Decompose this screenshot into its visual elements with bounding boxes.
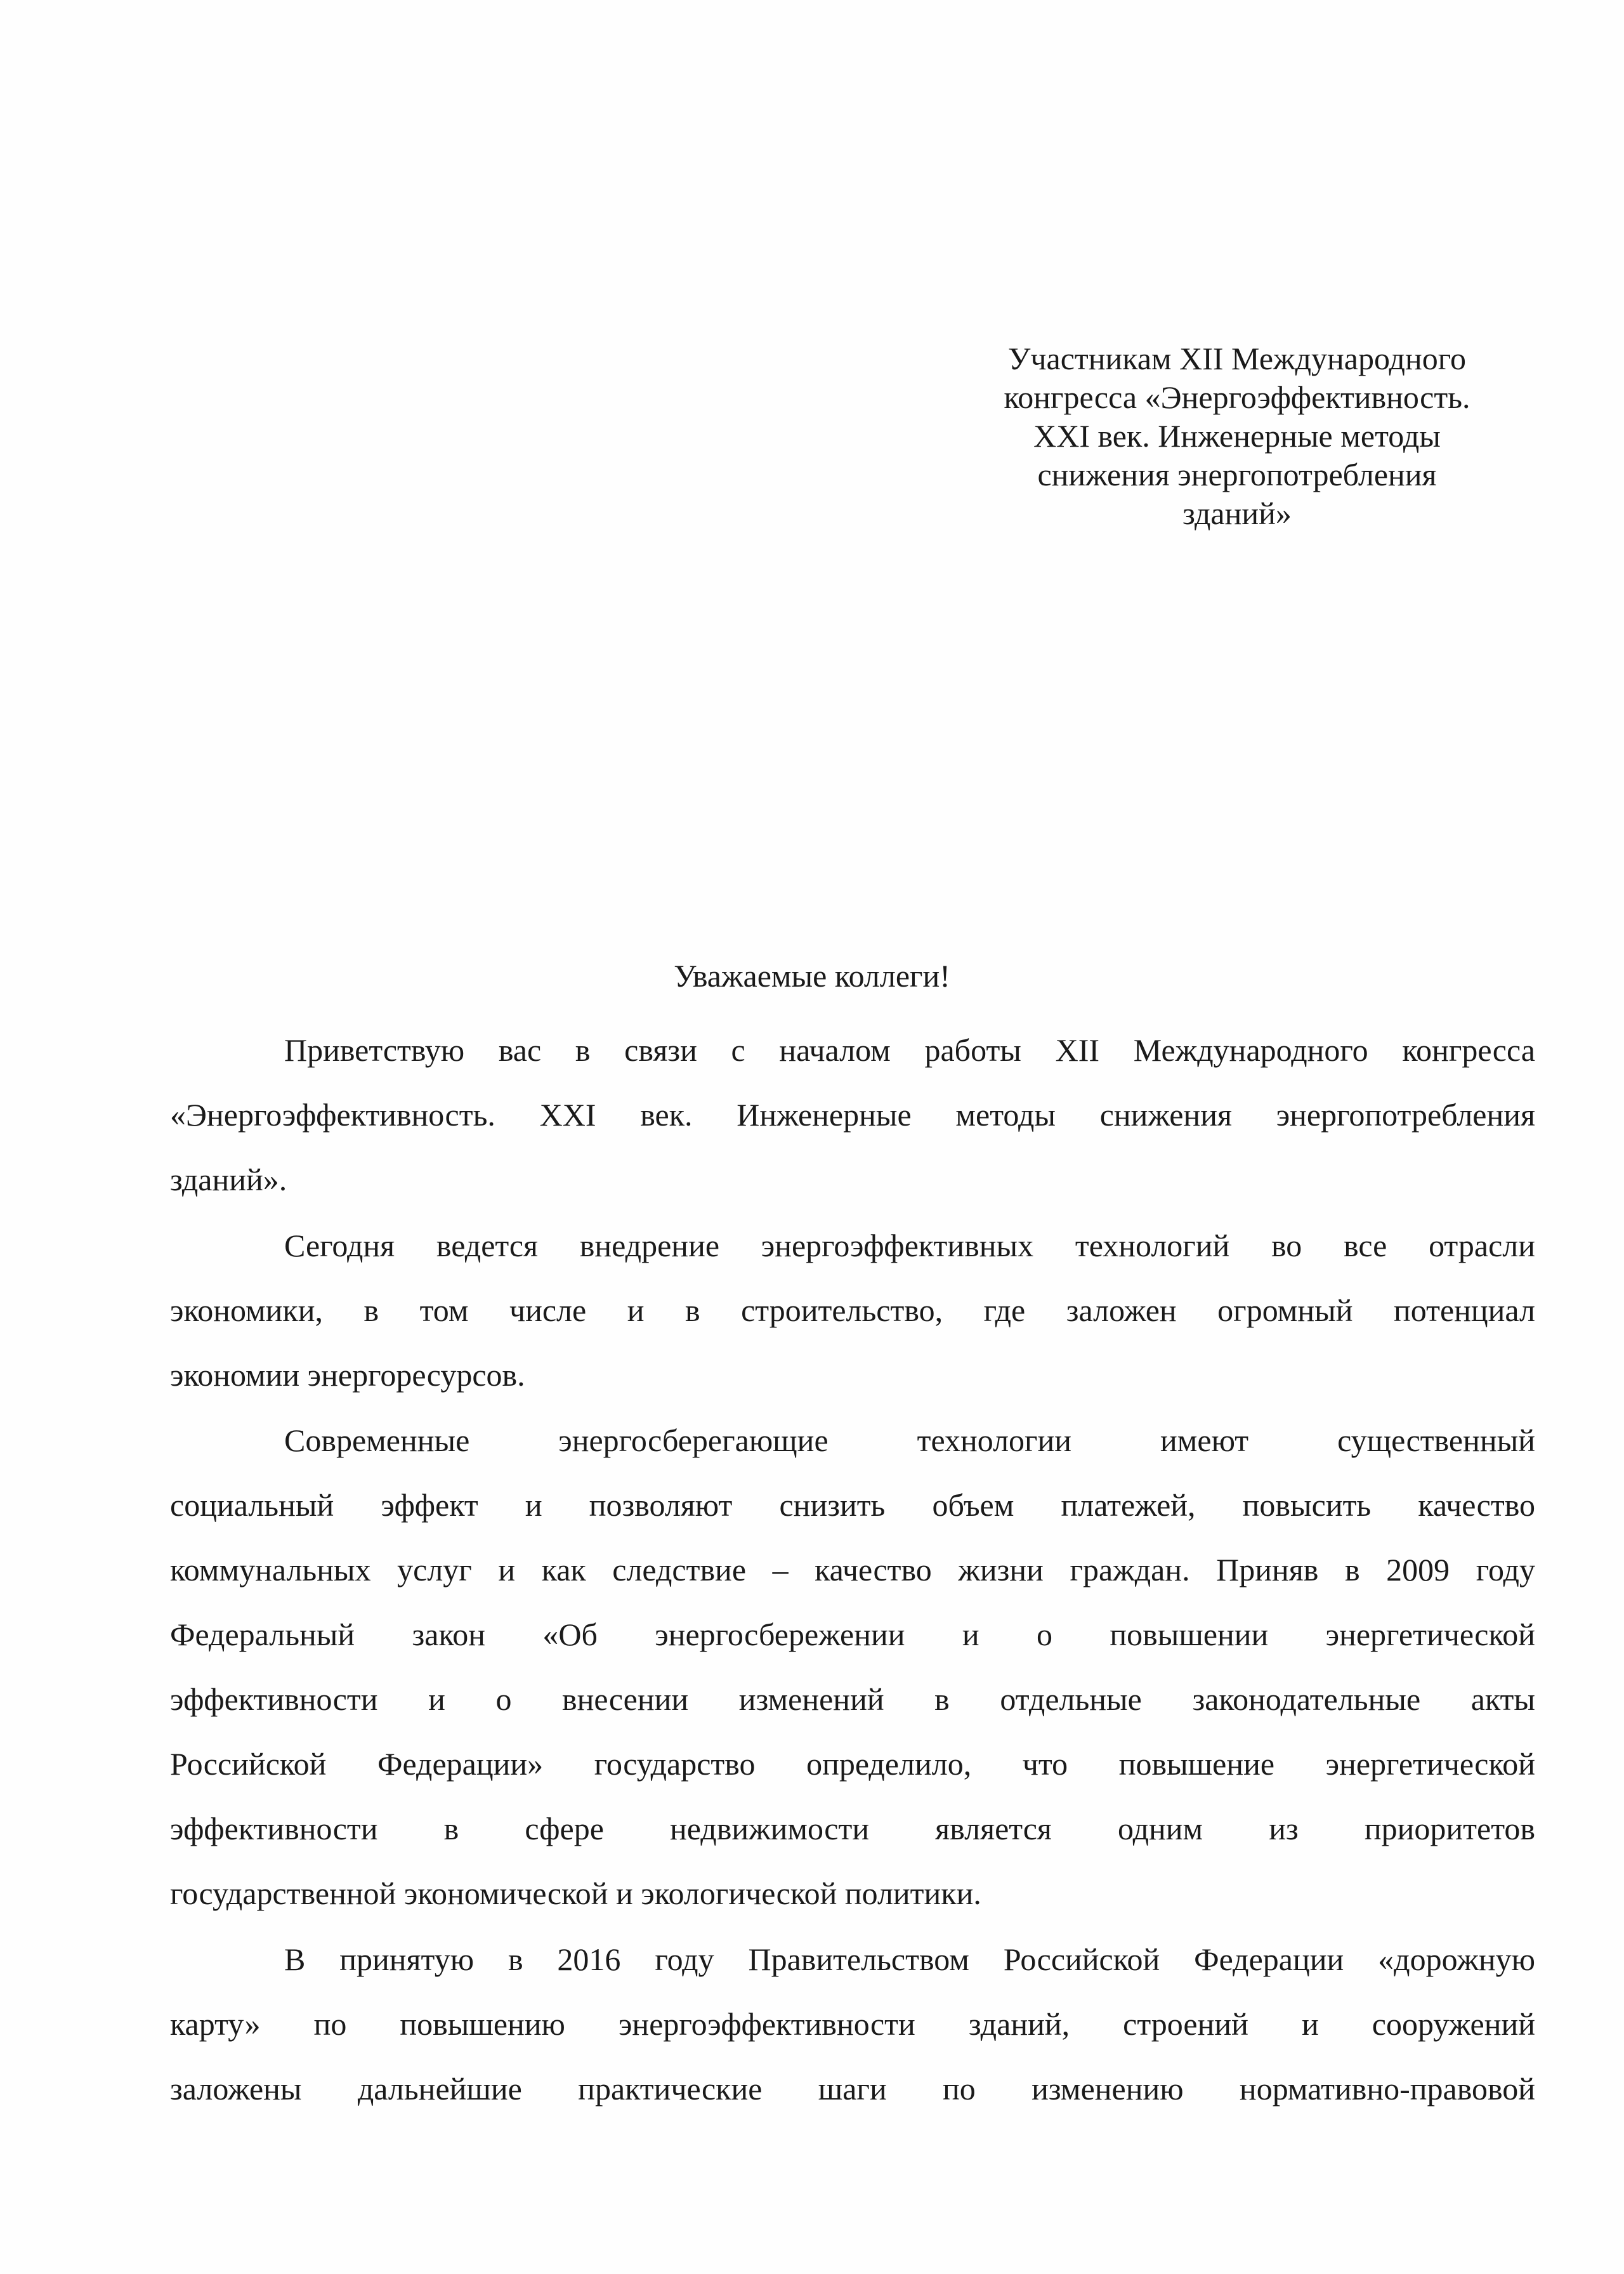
body-line: Сегодня ведется внедрение энергоэффективных технологий во все отрасли	[284, 1228, 1535, 1263]
body-line: карту» по повышению энергоэффективности зданий, строений и сооружений	[170, 2006, 1535, 2042]
body-line: зданий».	[170, 1162, 287, 1197]
body-line: «Энергоэффективность. XXI век. Инженерные методы снижения энергопотребления	[170, 1097, 1535, 1133]
addressee-block	[939, 339, 1535, 533]
body-line: заложены дальнейшие практические шаги по изменению нормативно-правовой	[170, 2071, 1535, 2106]
addressee-line: Участникам XII Международного	[1007, 341, 1467, 376]
salutation: Уважаемые коллеги!	[674, 958, 950, 994]
body-line: Российской Федерации» государство определило, что повышение энергетической	[170, 1746, 1535, 1782]
body-line: экономики, в том числе и в строительство, где заложен огромный потенциал	[170, 1292, 1535, 1328]
body-line: Приветствую вас в связи с началом работы XII Международного конгресса	[284, 1032, 1535, 1068]
addressee-line: XXI век. Инженерные методы	[1033, 418, 1441, 454]
body-line: Современные энергосберегающие технологии имеют существенный	[284, 1423, 1535, 1458]
body-line: социальный эффект и позволяют снизить объем платежей, повысить качество	[170, 1487, 1535, 1523]
addressee-line: зданий»	[1182, 496, 1292, 531]
body-line: государственной экономической и экологической политики.	[170, 1876, 981, 1911]
body-line: Федеральный закон «Об энергосбережении и о повышении энергетической	[170, 1617, 1535, 1652]
body-line: экономии энергоресурсов.	[170, 1357, 525, 1393]
body-line: коммунальных услуг и как следствие – качество жизни граждан. Приняв в 2009 году	[170, 1552, 1535, 1587]
body-line: эффективности и о внесении изменений в отдельные законодательные акты	[170, 1681, 1535, 1717]
addressee-line: конгресса «Энергоэффективность.	[1004, 379, 1470, 415]
addressee-line: снижения энергопотребления	[1037, 457, 1437, 492]
body-line: В принятую в 2016 году Правительством Российской Федерации «дорожную	[284, 1942, 1535, 1977]
body-line: эффективности в сфере недвижимости является одним из приоритетов	[170, 1811, 1535, 1846]
